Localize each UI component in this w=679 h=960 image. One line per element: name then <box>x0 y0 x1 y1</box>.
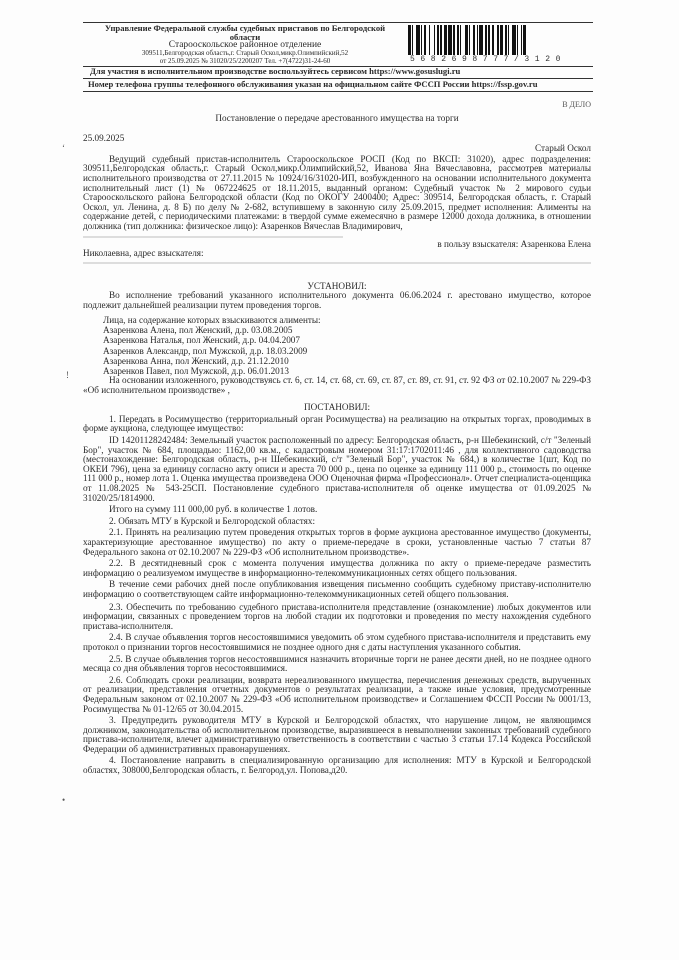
person-item: Азаренкова Алена, пол Женский, д.р. 03.08.2005 <box>103 325 293 336</box>
person-item: Азаренков Александр, пол Мужской, д.р. 18.03.2009 <box>103 345 308 356</box>
persons-label: Лица, на содержание которых взыскиваются алименты: <box>103 314 321 325</box>
item-2-3: 2.3. Обеспечить по требованию судебного пристава-исполнителя представление (ознакомление) любых документов или информации, связанных с проведением торгов на любой стадии их подготовки и проведения по месту нахождения судебного пристава-исполнителя. <box>83 601 591 631</box>
item-3: 3. Предупредить руководителя МТУ в Курской и Белгородской областях, что нарушение лицом, не являющимся должником, законодательства об исполнительном производстве, выразившееся в невыполнении законных требований судебного пристава-исполнителя, влечет административную ответственность в соответствии с частью 3 статьи 17.14 Кодекса Российской Федерации об административных правонарушениях. <box>83 715 591 754</box>
intro-paragraph: Ведущий судебный пристав-исполнитель Старооскольское РОСП (Код по ВКСП: 31020), адрес подразделения: 309511,Белгородская область,г. Старый Оскол,микр.Олимпийский,52, Иванова Яна Вячеславовна, рассмотрев материалы исполнительного производства от 27.11.2015 № 10924/16/31020-ИП, возбужденного на основании исполнительного документа исполнительный лист (1) № 067224625 от 18.11.2015, выданный органом: Судебный участок № 2 мирового судьи Старооскольского района Белгородской области (Код по ОКОГУ 2400400; Адрес: 309514, Белгородская область, г. Старый Оскол, ул. Ленина, д. 8 Б) по делу № 2-682, вступившему в законную силу 25.09.2015, предмет исполнения: Алименты на содержание детей, с периодическими платежами: в твердой сумме ежемесячно в размере 12000 дохода должника, в отношении должника (тип должника: физическое лицо): Азаренков Вячеслав Владимирович, <box>83 153 591 231</box>
gosuslugi-note: Для участия в исполнительном производстве воспользуйтесь сервисом https://www.gosuslugi.ru <box>90 66 461 76</box>
persons-list <box>83 325 591 376</box>
divider <box>83 91 593 92</box>
claimant-address: Николаевна, адрес взыскателя: <box>83 248 204 259</box>
scan-mark: ‘ <box>62 143 65 153</box>
person-item: Азаренкова Анна, пол Женский, д.р. 21.12.2010 <box>103 355 289 366</box>
item-4: 4. Постановление направить в специализированную организацию для исполнения: МТУ в Курской и Белгородской областях, 308000,Белгородская область, г. Белгород,ул. Попова,д20. <box>83 755 591 776</box>
phone-note: Номер телефона группы телефонного обслуживания указан на официальном сайте ФССП России https://fssp.gov.ru <box>88 79 538 89</box>
stamp-v-delo: В ДЕЛО <box>562 100 591 109</box>
barcode <box>408 25 590 55</box>
item-1: 1. Передать в Росимущество (территориальный орган Росимущества) на реализацию на открытых торгах, проводимых в форме аукциона, следующее имущество: <box>83 413 591 434</box>
property-description: ID 14201128242484: Земельный участок расположенный по адресу: Белгородская область, р-н Шебекинский, с/т "Зеленый Бор", участок № 684, площадью: 1162,00 кв.м., с кадастровым номером 31:17:1702011:46 , для коллективного садоводства (местонахождение: Белгородская область, р-н Шебекинский, с/т "Зеленый Бор", участок № 684,) в количестве 1(шт, Код по ОКЕИ 796), цена за единицу согласно акту описи и ареста 70 000 р., цена по оценке за единицу 111 000 р., стоимость по оценке 111 000 р., номер лота 1. Оценка имущества произведена ООО Оценочная фирма «Профессионал». Отчет специалиста-оценщика от 11.08.2025 № 543-25СП. Постановление судебного пристава-исполнителя об оценке имущества от 01.09.2025 № 31020/25/1814900. <box>83 435 591 503</box>
document-city: Старый Оскол <box>535 143 591 154</box>
document-title: Постановление о передаче арестованного имущества на торги <box>215 113 459 123</box>
resolved-heading: ПОСТАНОВИЛ: <box>303 402 371 413</box>
total: Итого на сумму 111 000,00 руб. в количестве 1 лотов. <box>109 504 318 515</box>
claimant: в пользу взыскателя: Азаренкова Елена <box>437 238 591 249</box>
item-2-2-notice: В течение семи рабочих дней после опубликования извещения письменно сообщить судебному приставу-исполнителю информацию о соответствующем сайте информационно-телекоммуникационных сетей общего пользования. <box>83 579 591 599</box>
item-2-1: 2.1. Принять на реализацию путем проведения открытых торгов в форме аукциона арестованное имущество (документы, характеризующие арестованное имущество) по акту о приеме-передаче в сроки, установленные частью 7 статьи 87 Федерального закона от 02.10.2007 № 229-ФЗ «Об исполнительном производстве». <box>83 527 591 557</box>
item-2-4: 2.4. В случае объявления торгов несостоявшимися уведомить об этом судебного пристава-исполнителя и представить ему протокол о признании торгов несостоявшимися не позднее одного дня с даты наступления указанного события. <box>83 632 591 652</box>
redacted-line <box>83 262 591 264</box>
org-name-line2: области <box>229 31 261 42</box>
dept-address: 309511,Белгородская область,г. Старый Оскол,микр.Олимпийский,52 <box>141 49 349 57</box>
item-2: 2. Обязать МТУ в Курской и Белгородской областях: <box>109 515 315 526</box>
scan-mark: • <box>62 795 66 805</box>
barcode-bar <box>526 25 527 55</box>
person-item: Азаренкова Наталья, пол Женский, д.р. 04.04.2007 <box>103 335 300 346</box>
doc-reference: от 25.09.2025 № 31020/25/2200207 Тел. +7(4722)31-24-60 <box>159 56 331 65</box>
scan-mark: ! <box>66 370 69 380</box>
barcode-digits: 5682698777/3120 <box>410 55 567 64</box>
item-2-5: 2.5. В случае объявления торгов несостоявшимися назначить вторичные торги не ранее десяти дней, но не позднее одного месяца со дня объявления торгов несостоявшимися. <box>83 653 591 674</box>
document-date: 25.09.2025 <box>83 132 125 143</box>
document-body <box>83 114 591 776</box>
person-item: Азаренков Павел, пол Мужской, д.р. 06.01.2013 <box>103 365 289 376</box>
item-2-6: 2.6. Соблюдать сроки реализации, возврата нереализованного имущества, перечисления денежных средств, вырученных от реализации, представления отчетных документов о результатах реализации, а также иные условия, предусмотренные Федеральным законом от 02.10.2007 № 229-ФЗ «Об исполнительном производстве» и Соглашением ФССП России № 0001/13, Росимущества № 01-12/65 от 30.04.2015. <box>83 674 591 714</box>
established-heading: УСТАНОВИЛ: <box>307 280 367 291</box>
basis-paragraph: На основании изложенного, руководствуясь ст. 6, ст. 14, ст. 68, ст. 69, ст. 87, ст. 89, ст. 91, ст. 92 ФЗ от 02.10.2007 № 229-ФЗ «Об исполнительном производстве» , <box>83 375 591 395</box>
established-text: Во исполнение требований указанного исполнительного документа 06.06.2024 г. арестовано имущество, которое подлежит дальнейшей реализации путем проведения торгов. <box>83 290 591 310</box>
department: Старооскольское районное отделение <box>168 40 322 50</box>
org-name: Управление Федеральной службы судебных приставов по Белгородской <box>104 23 386 33</box>
redacted-line <box>83 236 343 238</box>
item-2-2: 2.2. В десятидневный срок с момента получения имущества должника по акту о приеме-передаче разместить информацию о реализуемом имуществе в информационно-телекоммуникационных сетях общего пользования. <box>83 558 591 578</box>
